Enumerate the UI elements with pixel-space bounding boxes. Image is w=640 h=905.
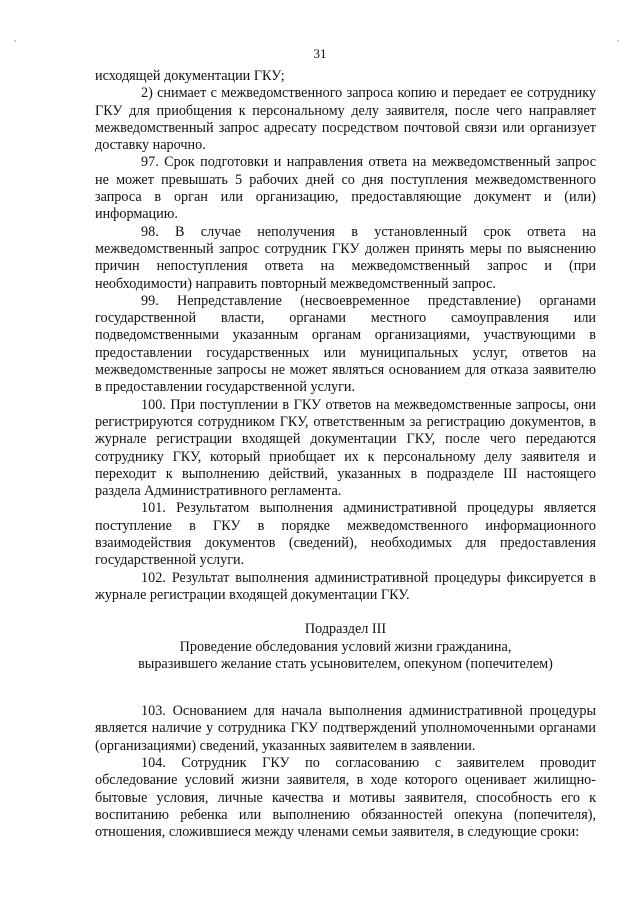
spacer	[95, 604, 596, 621]
paragraph-98: 98. В случае неполучения в установленный срок ответа на межведомственный запрос сотрудник ГКУ должен принять меры по выяснению причин непоступления ответа на межведомственный запрос и (при необходимости) направить повторный межведомственный запрос.	[95, 223, 596, 292]
paragraph-99: 99. Непредставление (несвоевременное представление) органами государственной власти, органами местного самоуправления или подведомственными указанным органам организациями, участвующими в предоставлении государственных или муниципальных услуг, ответов на межведомственные запросы не может являться основанием для отказа заявителю в предоставлении государственной услуги.	[95, 292, 596, 396]
spacer	[95, 673, 596, 703]
subsection-title-line-2: выразившего желание стать усыновителем, опекуном (попечителем)	[138, 655, 553, 672]
scan-speck	[617, 40, 619, 42]
scan-speck	[14, 40, 16, 42]
paragraph-104: 104. Сотрудник ГКУ по согласованию с заявителем проводит обследование условий жизни заявителя, в ходе которого оценивает жилищно-бытовые условия, личные качества и мотивы заявителя, способность его к воспитанию ребенка или выполнению обязанностей опекуна (попечителя), отношения, сложившиеся между членами семьи заявителя, в следующие сроки:	[95, 754, 596, 841]
page-number: 31	[313, 46, 327, 61]
document-body	[95, 68, 596, 841]
paragraph-101: 101. Результатом выполнения административной процедуры является поступление в ГКУ в порядке межведомственного информационного взаимодействия документов (сведений), необходимых для предоставления государственной услуги.	[95, 500, 596, 569]
paragraph-continuation: исходящей документации ГКУ;	[95, 68, 285, 84]
paragraph-97: 97. Срок подготовки и направления ответа на межведомственный запрос не может превышать 5 рабочих дней со дня поступления межведомственного запроса в орган или организацию, предоставляющие документ и (или) информацию.	[95, 154, 596, 223]
subsection-label: Подраздел III	[304, 621, 387, 638]
subsection-title-line-1: Проведение обследования условий жизни гражданина,	[179, 638, 512, 655]
paragraph-103: 103. Основанием для начала выполнения административной процедуры является наличие у сотрудника ГКУ подтверждений уполномоченными органами (организациями) сведений, указанных заявителем в заявлении.	[95, 703, 596, 754]
paragraph-102: 102. Результат выполнения административной процедуры фиксируется в журнале регистрации входящей документации ГКУ.	[95, 569, 596, 603]
paragraph-item-2: 2) снимает с межведомственного запроса копию и передает ее сотруднику ГКУ для приобщения к персональному делу заявителя, после чего направляет межведомственный запрос адресату посредством почтовой связи или организует доставку нарочно.	[95, 85, 596, 154]
paragraph-100: 100. При поступлении в ГКУ ответов на межведомственные запросы, они регистрируются сотрудником ГКУ, ответственным за регистрацию документов, в журнале регистрации входящей документации ГКУ, после чего передаются сотруднику ГКУ, который приобщает их к персональному делу заявителя и переходит к выполнению действий, указанных в подразделе III настоящего раздела Административного регламента.	[95, 396, 596, 500]
